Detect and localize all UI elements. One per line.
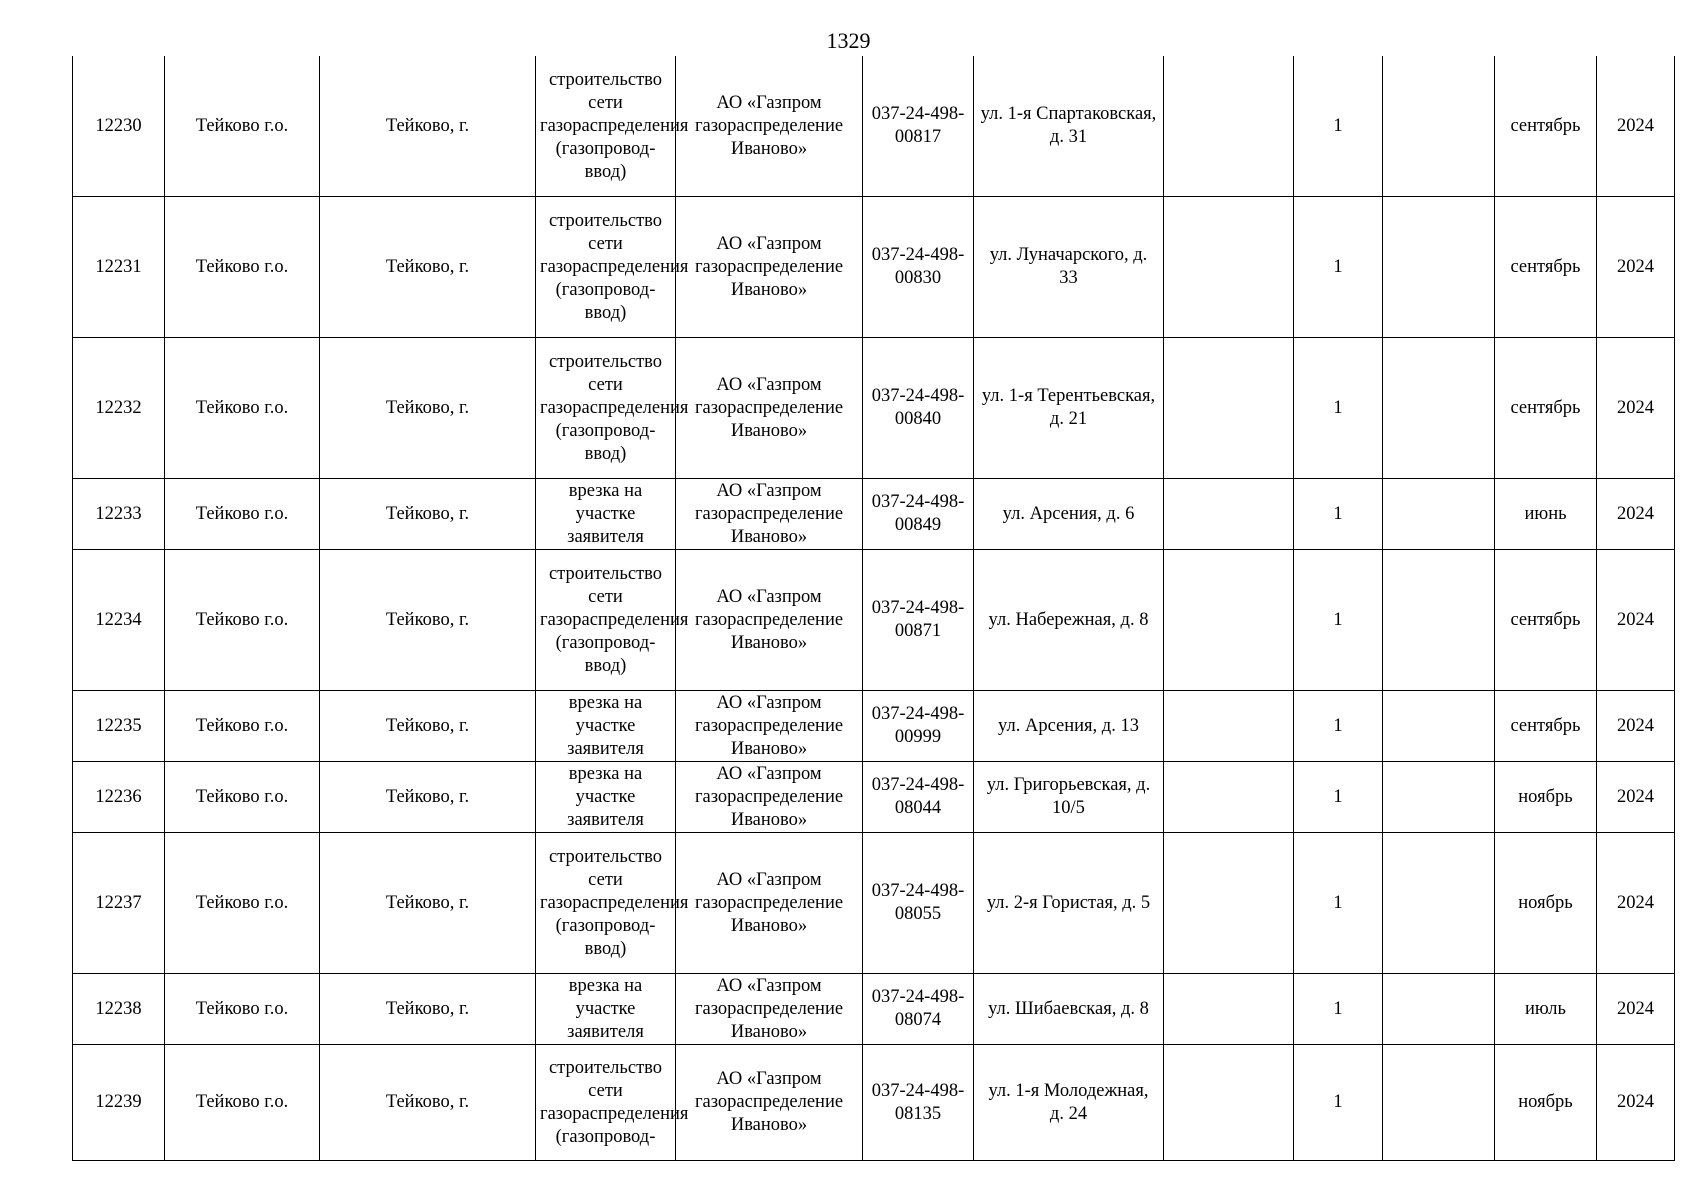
cell-month: сентябрь bbox=[1495, 338, 1597, 479]
cell-municipality: Тейково г.о. bbox=[165, 833, 320, 974]
cell-empty-cell bbox=[1164, 479, 1294, 550]
cell-address: ул. Шибаевская, д. 8 bbox=[974, 974, 1164, 1045]
cell-organization: АО «Газпром газораспределение Иваново» bbox=[676, 338, 863, 479]
cell-row-number: 12239 bbox=[73, 1045, 165, 1161]
cell-month: ноябрь bbox=[1495, 762, 1597, 833]
cell-quantity: 1 bbox=[1294, 762, 1383, 833]
cell-row-number: 12233 bbox=[73, 479, 165, 550]
cell-quantity: 1 bbox=[1294, 56, 1383, 197]
cell-year: 2024 bbox=[1597, 1045, 1675, 1161]
cell-empty-cell bbox=[1164, 197, 1294, 338]
cell-address: ул. Григорьевская, д. 10/5 bbox=[974, 762, 1164, 833]
cell-address: ул. Арсения, д. 13 bbox=[974, 691, 1164, 762]
cell-organization: АО «Газпром газораспределение Иваново» bbox=[676, 56, 863, 197]
cell-empty-cell bbox=[1383, 550, 1495, 691]
cell-row-number: 12231 bbox=[73, 197, 165, 338]
work-type-text: строительство сети газораспределения (газопровод-ввод) bbox=[540, 69, 689, 182]
cell-month: ноябрь bbox=[1495, 1045, 1597, 1161]
cell-year: 2024 bbox=[1597, 56, 1675, 197]
cell-settlement: Тейково, г. bbox=[320, 974, 536, 1045]
cell-settlement: Тейково, г. bbox=[320, 762, 536, 833]
work-type-text: строительство сети газораспределения (газопровод-ввод) bbox=[540, 563, 689, 676]
cell-application-code: 037-24-498-00830 bbox=[863, 197, 974, 338]
work-type-text: строительство сети газораспределения (газопровод-ввод) bbox=[540, 351, 689, 464]
work-type-text: строительство сети газораспределения (газопровод- bbox=[540, 1057, 689, 1147]
cell-address: ул. Набережная, д. 8 bbox=[974, 550, 1164, 691]
cell-row-number: 12232 bbox=[73, 338, 165, 479]
cell-work-type bbox=[536, 833, 689, 974]
work-type-text: строительство сети газораспределения (газопровод-ввод) bbox=[540, 846, 689, 959]
cell-empty-cell bbox=[1383, 197, 1495, 338]
work-type-text: врезка на участке заявителя bbox=[567, 763, 644, 830]
cell-settlement: Тейково, г. bbox=[320, 833, 536, 974]
cell-organization: АО «Газпром газораспределение Иваново» bbox=[676, 833, 863, 974]
cell-empty-cell bbox=[1164, 56, 1294, 197]
cell-work-type bbox=[536, 197, 689, 338]
cell-quantity: 1 bbox=[1294, 338, 1383, 479]
cell-empty-cell bbox=[1383, 479, 1495, 550]
cell-organization: АО «Газпром газораспределение Иваново» bbox=[676, 974, 863, 1045]
table-row bbox=[73, 56, 1675, 197]
cell-municipality: Тейково г.о. bbox=[165, 691, 320, 762]
cell-settlement: Тейково, г. bbox=[320, 338, 536, 479]
cell-settlement: Тейково, г. bbox=[320, 56, 536, 197]
cell-empty-cell bbox=[1164, 691, 1294, 762]
cell-month: июнь bbox=[1495, 479, 1597, 550]
cell-quantity: 1 bbox=[1294, 974, 1383, 1045]
cell-quantity: 1 bbox=[1294, 479, 1383, 550]
work-type-text: врезка на участке заявителя bbox=[567, 975, 644, 1042]
cell-settlement: Тейково, г. bbox=[320, 550, 536, 691]
cell-application-code: 037-24-498-00817 bbox=[863, 56, 974, 197]
cell-address: ул. 2-я Гористая, д. 5 bbox=[974, 833, 1164, 974]
cell-empty-cell bbox=[1164, 833, 1294, 974]
cell-application-code: 037-24-498-00999 bbox=[863, 691, 974, 762]
cell-year: 2024 bbox=[1597, 197, 1675, 338]
cell-municipality: Тейково г.о. bbox=[165, 762, 320, 833]
cell-month: июль bbox=[1495, 974, 1597, 1045]
cell-empty-cell bbox=[1164, 1045, 1294, 1161]
cell-work-type bbox=[536, 1045, 689, 1161]
cell-empty-cell bbox=[1164, 550, 1294, 691]
cell-empty-cell bbox=[1383, 338, 1495, 479]
table-body bbox=[73, 56, 1675, 1161]
cell-month: сентябрь bbox=[1495, 550, 1597, 691]
cell-quantity: 1 bbox=[1294, 691, 1383, 762]
cell-application-code: 037-24-498-00871 bbox=[863, 550, 974, 691]
cell-organization: АО «Газпром газораспределение Иваново» bbox=[676, 691, 863, 762]
cell-settlement: Тейково, г. bbox=[320, 197, 536, 338]
cell-address: ул. 1-я Спартаковская, д. 31 bbox=[974, 56, 1164, 197]
cell-year: 2024 bbox=[1597, 338, 1675, 479]
cell-work-type bbox=[536, 479, 676, 550]
cell-quantity: 1 bbox=[1294, 550, 1383, 691]
cell-empty-cell bbox=[1383, 691, 1495, 762]
cell-year: 2024 bbox=[1597, 833, 1675, 974]
cell-municipality: Тейково г.о. bbox=[165, 974, 320, 1045]
cell-work-type bbox=[536, 762, 676, 833]
cell-quantity: 1 bbox=[1294, 1045, 1383, 1161]
work-type-text: строительство сети газораспределения (газопровод-ввод) bbox=[540, 210, 689, 323]
cell-empty-cell bbox=[1383, 56, 1495, 197]
cell-row-number: 12238 bbox=[73, 974, 165, 1045]
cell-application-code: 037-24-498-08055 bbox=[863, 833, 974, 974]
cell-month: сентябрь bbox=[1495, 56, 1597, 197]
cell-month: сентябрь bbox=[1495, 691, 1597, 762]
cell-municipality: Тейково г.о. bbox=[165, 197, 320, 338]
cell-empty-cell bbox=[1383, 974, 1495, 1045]
cell-row-number: 12236 bbox=[73, 762, 165, 833]
cell-year: 2024 bbox=[1597, 550, 1675, 691]
cell-organization: АО «Газпром газораспределение Иваново» bbox=[676, 1045, 863, 1161]
cell-empty-cell bbox=[1383, 762, 1495, 833]
table-row bbox=[73, 479, 1675, 550]
cell-empty-cell bbox=[1164, 762, 1294, 833]
table-row bbox=[73, 691, 1675, 762]
cell-organization: АО «Газпром газораспределение Иваново» bbox=[676, 762, 863, 833]
cell-year: 2024 bbox=[1597, 691, 1675, 762]
cell-work-type bbox=[536, 691, 676, 762]
table-row bbox=[73, 833, 1675, 974]
cell-application-code: 037-24-498-08074 bbox=[863, 974, 974, 1045]
cell-row-number: 12234 bbox=[73, 550, 165, 691]
cell-address: ул. Арсения, д. 6 bbox=[974, 479, 1164, 550]
work-type-text: врезка на участке заявителя bbox=[567, 692, 644, 759]
cell-row-number: 12237 bbox=[73, 833, 165, 974]
table-row bbox=[73, 974, 1675, 1045]
cell-municipality: Тейково г.о. bbox=[165, 56, 320, 197]
cell-row-number: 12230 bbox=[73, 56, 165, 197]
page-number: 1329 bbox=[826, 28, 871, 53]
cell-address: ул. 1-я Терентьевская, д. 21 bbox=[974, 338, 1164, 479]
cell-address: ул. Луначарского, д. 33 bbox=[974, 197, 1164, 338]
cell-municipality: Тейково г.о. bbox=[165, 479, 320, 550]
work-type-text: врезка на участке заявителя bbox=[567, 480, 644, 547]
cell-settlement: Тейково, г. bbox=[320, 691, 536, 762]
table-row bbox=[73, 197, 1675, 338]
table-row bbox=[73, 338, 1675, 479]
cell-municipality: Тейково г.о. bbox=[165, 338, 320, 479]
cell-work-type bbox=[536, 550, 689, 691]
cell-application-code: 037-24-498-08044 bbox=[863, 762, 974, 833]
cell-organization: АО «Газпром газораспределение Иваново» bbox=[676, 479, 863, 550]
cell-quantity: 1 bbox=[1294, 833, 1383, 974]
data-table bbox=[72, 56, 1675, 1161]
cell-settlement: Тейково, г. bbox=[320, 1045, 536, 1161]
cell-address: ул. 1-я Молодежная, д. 24 bbox=[974, 1045, 1164, 1161]
cell-work-type bbox=[536, 56, 689, 197]
cell-organization: АО «Газпром газораспределение Иваново» bbox=[676, 197, 863, 338]
cell-empty-cell bbox=[1383, 833, 1495, 974]
cell-year: 2024 bbox=[1597, 479, 1675, 550]
cell-application-code: 037-24-498-08135 bbox=[863, 1045, 974, 1161]
cell-municipality: Тейково г.о. bbox=[165, 550, 320, 691]
cell-empty-cell bbox=[1383, 1045, 1495, 1161]
cell-settlement: Тейково, г. bbox=[320, 479, 536, 550]
cell-work-type bbox=[536, 974, 676, 1045]
table-row bbox=[73, 762, 1675, 833]
cell-empty-cell bbox=[1164, 974, 1294, 1045]
cell-work-type bbox=[536, 338, 689, 479]
cell-quantity: 1 bbox=[1294, 197, 1383, 338]
cell-row-number: 12235 bbox=[73, 691, 165, 762]
table-row bbox=[73, 550, 1675, 691]
cell-organization: АО «Газпром газораспределение Иваново» bbox=[676, 550, 863, 691]
cell-year: 2024 bbox=[1597, 762, 1675, 833]
cell-year: 2024 bbox=[1597, 974, 1675, 1045]
cell-empty-cell bbox=[1164, 338, 1294, 479]
table-row bbox=[73, 1045, 1675, 1161]
cell-application-code: 037-24-498-00840 bbox=[863, 338, 974, 479]
cell-municipality: Тейково г.о. bbox=[165, 1045, 320, 1161]
cell-month: ноябрь bbox=[1495, 833, 1597, 974]
cell-month: сентябрь bbox=[1495, 197, 1597, 338]
cell-application-code: 037-24-498-00849 bbox=[863, 479, 974, 550]
